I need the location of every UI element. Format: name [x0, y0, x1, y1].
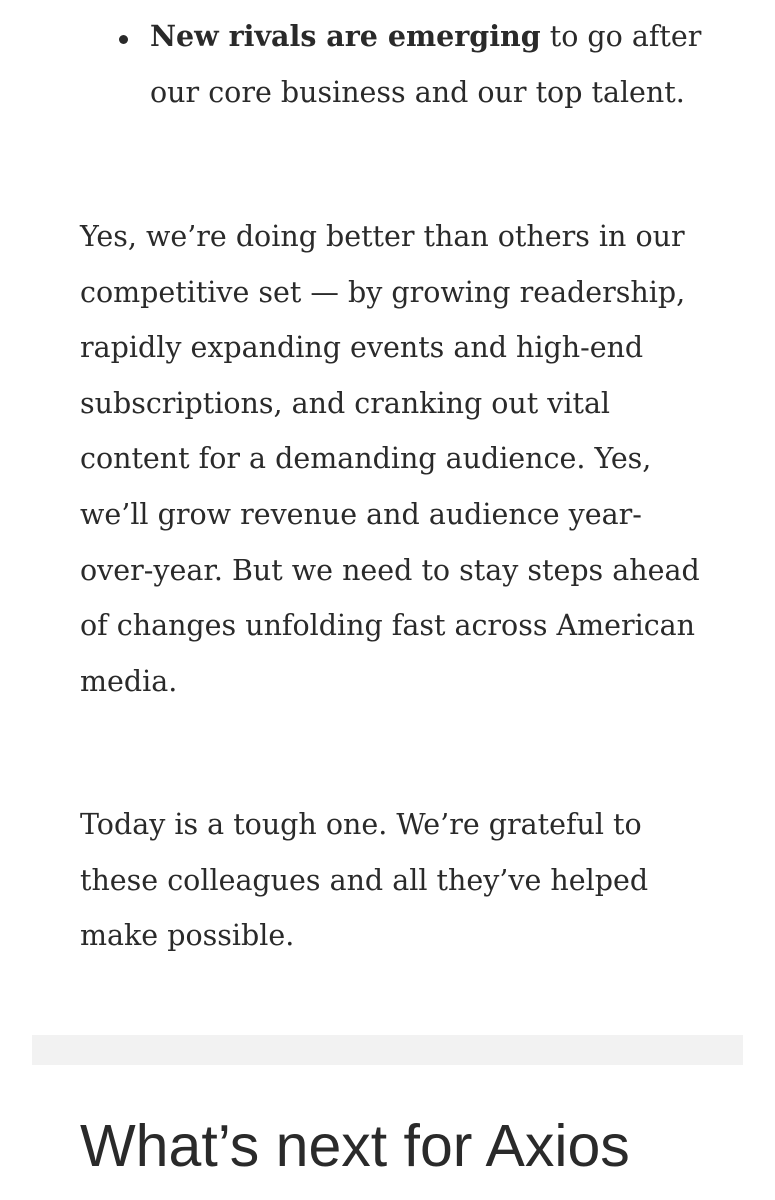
bullet-item: [150, 8, 710, 121]
bullet-text: to go after our core business and our top talent.: [150, 20, 702, 109]
bullet-dot-icon: [119, 35, 128, 44]
section-heading: What’s next for Axios: [80, 1113, 630, 1179]
bullet-bold-text: New rivals are emerging: [150, 19, 541, 53]
paragraph-tough-day: Today is a tough one. We’re grateful to these colleagues and all they’ve helped make possible.: [80, 808, 649, 953]
bullet-list: [150, 8, 710, 121]
paragraph-competitive-set: Yes, we’re doing better than others in our competitive set — by growing readership, rapidly expanding events and high-end subscriptions, and cranking out vital content for a demanding audience. Yes, we’ll grow revenue and audience year-over-year. But we need to stay steps ahead of changes unfolding fast across American media.: [80, 220, 700, 698]
section-divider: [32, 1035, 743, 1065]
